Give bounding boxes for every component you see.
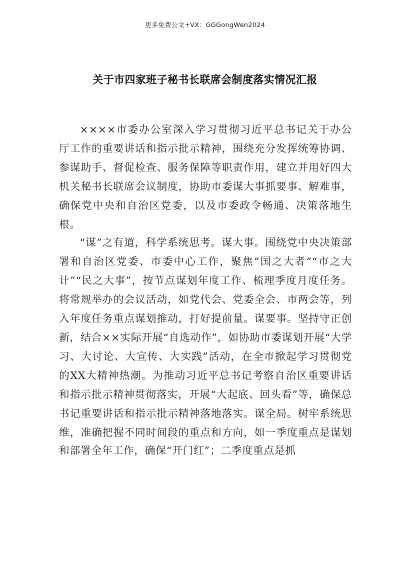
document-body — [59, 121, 352, 461]
paragraph: ××××市委办公室深入学习贯彻习近平总书记关于办公厅工作的重要讲话和指示批示精神，围绕充分发挥统筹协调、参谋助手、督促检查、服务保障等职责作用，建立并用好四大机关秘书长联席会议制度，协助市委谋大事抓要事、解难事，确保党中央和自治区党委，以及市委政令畅通、决策落地生根。 — [59, 124, 352, 231]
document-title: 关于市四家班子秘书长联席会制度落实情况汇报 — [92, 74, 318, 86]
paragraph: “谋”之有道，科学系统思考。谋大事。围绕党中央决策部署和自治区党委、市委中心工作，聚焦“国之大者”“市之大计”“民之大事”，按节点谋划年度工作、梳理季度月度任务。将常规举办的会议活动，如党代会、党委全会、市两会等，列入年度任务重点谋划推动，打好提前量。谋要事。坚持守正创新，结合××实际开展“自选动作”，如协助市委谋划开展“大学习、大讨论、大宣传、大实践”活动，在全市掀起学习贯彻党的XX大精神热潮。为推动习近平总书记考察自治区重要讲话和指示批示精神贯彻落实，开展“大起底、回头看”等，确保总书记重要讲话和指示批示精神落地落实。谋全局。树牢系统思维，准确把握不同时间段的重点和方向，如一季度重点是谋划和部署全年工作，确保“开门红”；二季度重点是抓 — [59, 237, 352, 458]
header-note: 更多免费公文+VX：GGGongWen2024 — [144, 21, 266, 29]
